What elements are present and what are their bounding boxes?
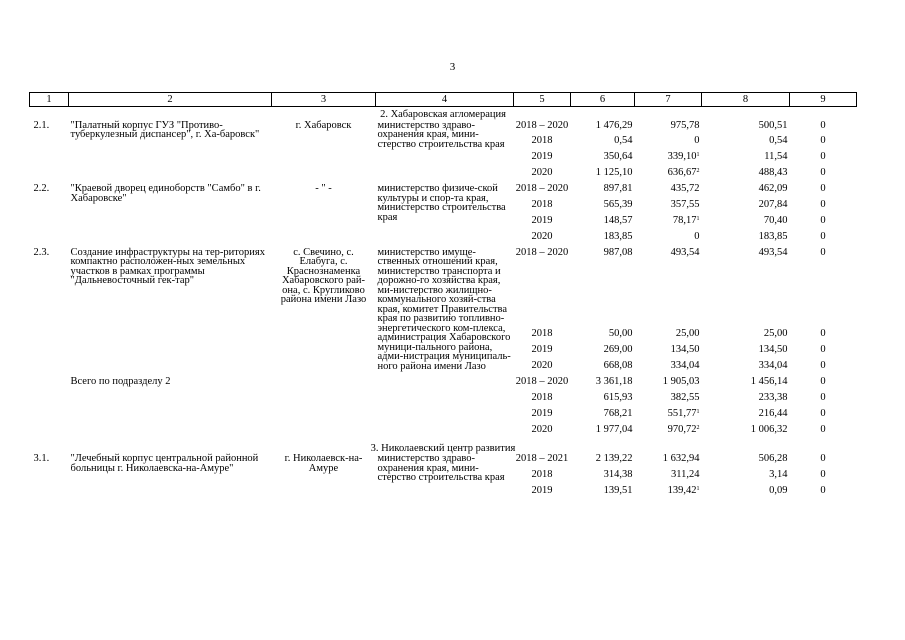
location-cell: г. Николаевск-на-Амуре	[284, 453, 363, 474]
federal-funds-cell	[635, 168, 702, 184]
federal-funds-value: 493,54	[670, 246, 700, 258]
item-number-cell	[30, 377, 69, 441]
federal-funds-cell	[635, 345, 702, 361]
regional-funds-cell: 11,54	[764, 151, 788, 162]
federal-funds-value: 139,42	[667, 484, 697, 496]
column-header: 7	[635, 93, 702, 107]
table-row	[30, 454, 857, 470]
federal-funds-value: 339,10	[667, 151, 697, 162]
regional-funds-cell: 488,43	[758, 167, 788, 178]
column-header: 6	[571, 93, 635, 107]
table-row	[30, 121, 857, 137]
federal-funds-cell	[635, 216, 702, 232]
regional-funds-cell: 493,54	[758, 246, 788, 258]
regional-funds-cell: 462,09	[758, 183, 788, 194]
total-cost-cell: 2 139,22	[595, 453, 633, 464]
federal-funds-value: 334,04	[670, 360, 700, 371]
total-cost-cell: 897,81	[603, 183, 633, 194]
federal-funds-value: 311,24	[671, 468, 700, 480]
period-cell: 2018 – 2021	[515, 453, 569, 464]
federal-funds-value: 357,55	[670, 198, 700, 210]
federal-funds-cell	[635, 200, 702, 216]
federal-funds-cell	[635, 393, 702, 409]
column-header: 3	[272, 93, 376, 107]
period-cell: 2018	[531, 328, 553, 339]
other-funds-cell: 0	[820, 198, 826, 210]
other-funds-cell: 0	[820, 360, 826, 371]
other-funds-cell: 0	[820, 453, 826, 464]
federal-funds-cell	[635, 329, 702, 345]
federal-funds-cell	[635, 248, 702, 330]
federal-funds-cell	[635, 377, 702, 393]
federal-funds-cell	[635, 454, 702, 470]
period-cell: 2020	[531, 230, 553, 242]
regional-funds-cell: 0,09	[769, 484, 788, 496]
other-funds-cell: 0	[820, 246, 826, 258]
section-heading-row	[30, 441, 857, 455]
federal-funds-value: 0	[694, 135, 700, 146]
period-cell: 2019	[531, 151, 553, 162]
footnote-marker: 2	[696, 168, 700, 174]
federal-funds-value: 25,00	[675, 328, 700, 339]
responsible-org-cell: министерство имуще-ственных отношений края, министерство транспорта и дорожно-го хозяйства края, ми-нистерство жилищно-коммунального хозяй-ства края, комитет Правительства края по развитию топливно-энергетического ком-плекса, администрация Хабаровского муници-пального района, адми-нистрация муниципаль-ного района имени Лазо	[377, 246, 511, 372]
period-cell: 2019	[531, 407, 553, 419]
total-cost-cell: 139,51	[603, 484, 633, 496]
total-cost-cell: 148,57	[603, 214, 633, 226]
regional-funds-cell: 25,00	[763, 328, 788, 339]
footnote-marker: 2	[696, 424, 700, 431]
project-name-cell: "Лечебный корпус центральной районной больницы г. Николаевска-на-Амуре"	[70, 453, 259, 474]
period-cell: 2019	[531, 344, 553, 355]
total-cost-cell: 565,39	[603, 198, 633, 210]
federal-funds-cell	[635, 409, 702, 425]
total-row	[30, 377, 857, 393]
federal-funds-value: 1 632,94	[662, 453, 700, 464]
total-cost-cell: 1 977,04	[595, 423, 633, 435]
footnote-marker: 1	[696, 152, 700, 158]
total-cost-cell: 668,08	[603, 360, 633, 371]
period-cell: 2018	[531, 391, 553, 403]
column-header: 2	[69, 93, 272, 107]
total-cost-cell: 987,08	[603, 246, 633, 258]
total-cost-cell: 183,85	[603, 230, 633, 242]
page-number: 3	[449, 61, 456, 73]
footnote-marker: 1	[696, 485, 700, 492]
federal-funds-cell	[635, 361, 702, 377]
responsible-org-cell: министерство здраво-охранения края, мини-стерство строительства края	[377, 119, 505, 150]
period-cell: 2018	[531, 198, 553, 210]
total-cost-cell: 615,93	[603, 391, 633, 403]
other-funds-cell: 0	[820, 135, 826, 146]
other-funds-cell: 0	[820, 167, 826, 178]
federal-funds-value: 636,67	[667, 167, 697, 178]
section-heading-row	[30, 107, 857, 121]
column-header: 5	[514, 93, 571, 107]
other-funds-cell: 0	[820, 423, 826, 435]
other-funds-cell: 0	[820, 151, 826, 162]
federal-funds-value: 1 905,03	[662, 376, 700, 387]
regional-funds-cell: 207,84	[758, 198, 788, 210]
responsible-org-cell: министерство физиче-ской культуры и спор-та края, министерство строительства края	[377, 183, 506, 223]
other-funds-cell: 0	[820, 484, 826, 496]
table-row	[30, 248, 857, 330]
federal-funds-cell	[635, 121, 702, 137]
item-number-cell: 3.1.	[33, 453, 50, 464]
federal-funds-value: 551,77	[667, 407, 697, 419]
federal-funds-cell	[635, 232, 702, 248]
other-funds-cell: 0	[820, 328, 826, 339]
period-cell: 2020	[531, 423, 553, 435]
federal-funds-value: 0	[694, 230, 700, 242]
table-header-row	[30, 93, 857, 107]
column-header: 9	[790, 93, 857, 107]
period-cell: 2019	[531, 484, 553, 496]
regional-funds-cell: 0,54	[769, 135, 788, 146]
federal-funds-cell	[635, 184, 702, 200]
federal-funds-value: 975,78	[670, 119, 700, 131]
regional-funds-cell: 216,44	[758, 407, 788, 419]
column-header: 1	[30, 93, 69, 107]
period-cell: 2018 – 2020	[515, 183, 569, 194]
period-cell: 2018 – 2020	[515, 246, 569, 258]
regional-funds-cell: 233,38	[758, 391, 788, 403]
period-cell: 2018	[531, 135, 553, 146]
total-cost-cell: 3 361,18	[595, 376, 633, 387]
project-name-cell: Создание инфраструктуры на тер-риториях компактно расположен-ных земельных участков в рамках программы "Дальневосточный гек-тар"	[70, 246, 265, 286]
total-cost-cell: 768,21	[603, 407, 633, 419]
other-funds-cell: 0	[820, 183, 826, 194]
federal-funds-cell	[635, 152, 702, 168]
total-label: Всего по подразделу 2	[70, 376, 171, 387]
total-cost-cell: 269,00	[603, 344, 633, 355]
total-cost-cell: 50,00	[608, 328, 633, 339]
regional-funds-cell: 334,04	[758, 360, 788, 371]
period-cell: 2020	[531, 167, 553, 178]
total-cost-cell: 1 476,29	[595, 119, 633, 131]
other-funds-cell: 0	[820, 391, 826, 403]
total-cost-cell: 0,54	[614, 135, 633, 146]
location-cell: с. Свечино, с. Елабуга, с. Краснознаменка Хабаровского рай-она, с. Кругликово района имени Лазо	[280, 246, 367, 305]
column-header: 8	[702, 93, 790, 107]
responsible-org-cell: министерство здраво-охранения края, мини-стерство строительства края	[377, 453, 505, 483]
other-funds-cell: 0	[820, 468, 826, 480]
project-name-cell: "Краевой дворец единоборств "Самбо" в г. Хабаровске"	[70, 183, 261, 204]
location-cell: - " -	[315, 183, 332, 194]
period-cell: 2018 – 2020	[515, 119, 569, 131]
location-cell	[272, 377, 376, 441]
period-cell: 2018	[531, 468, 553, 480]
section-title: 2. Хабаровская агломерация	[380, 109, 506, 120]
section-title: 3. Николаевский центр развития	[370, 442, 516, 454]
other-funds-cell: 0	[820, 344, 826, 355]
item-number-cell: 2.2.	[33, 183, 50, 194]
period-cell: 2020	[531, 360, 553, 371]
other-funds-cell: 0	[820, 214, 826, 226]
federal-funds-value: 382,55	[670, 391, 700, 403]
regional-funds-cell: 134,50	[758, 344, 788, 355]
federal-funds-value: 78,17	[672, 214, 697, 226]
federal-funds-value: 134,50	[670, 344, 700, 355]
total-cost-cell: 314,38	[603, 468, 633, 480]
regional-funds-cell: 183,85	[758, 230, 788, 242]
item-number-cell: 2.3.	[33, 246, 50, 258]
location-cell: г. Хабаровск	[295, 119, 352, 131]
regional-funds-cell: 70,40	[763, 214, 788, 226]
regional-funds-cell: 500,51	[758, 119, 788, 131]
period-cell: 2019	[531, 214, 553, 226]
other-funds-cell: 0	[820, 230, 826, 242]
total-cost-cell: 350,64	[603, 151, 633, 162]
other-funds-cell: 0	[820, 407, 826, 419]
regional-funds-cell: 1 456,14	[750, 376, 788, 387]
item-number-cell: 2.1.	[33, 119, 50, 131]
period-cell: 2018 – 2020	[515, 376, 569, 387]
federal-funds-cell	[635, 136, 702, 152]
program-table	[29, 92, 857, 502]
total-cost-cell: 1 125,10	[595, 167, 633, 178]
federal-funds-cell	[635, 425, 702, 441]
other-funds-cell: 0	[820, 376, 826, 387]
table-row	[30, 184, 857, 200]
responsible-org-cell	[376, 377, 514, 441]
regional-funds-cell: 506,28	[758, 453, 788, 464]
regional-funds-cell: 3,14	[769, 468, 788, 480]
federal-funds-cell	[635, 486, 702, 502]
federal-funds-value: 970,72	[667, 423, 697, 435]
footnote-marker: 1	[696, 215, 700, 222]
federal-funds-cell	[635, 470, 702, 486]
column-header: 4	[376, 93, 514, 107]
project-name-cell: "Палатный корпус ГУЗ "Противо-туберкулезный диспансер", г. Ха-баровск"	[70, 119, 260, 140]
other-funds-cell: 0	[820, 119, 826, 131]
federal-funds-value: 435,72	[670, 183, 700, 194]
regional-funds-cell: 1 006,32	[750, 423, 788, 435]
footnote-marker: 1	[696, 408, 700, 415]
